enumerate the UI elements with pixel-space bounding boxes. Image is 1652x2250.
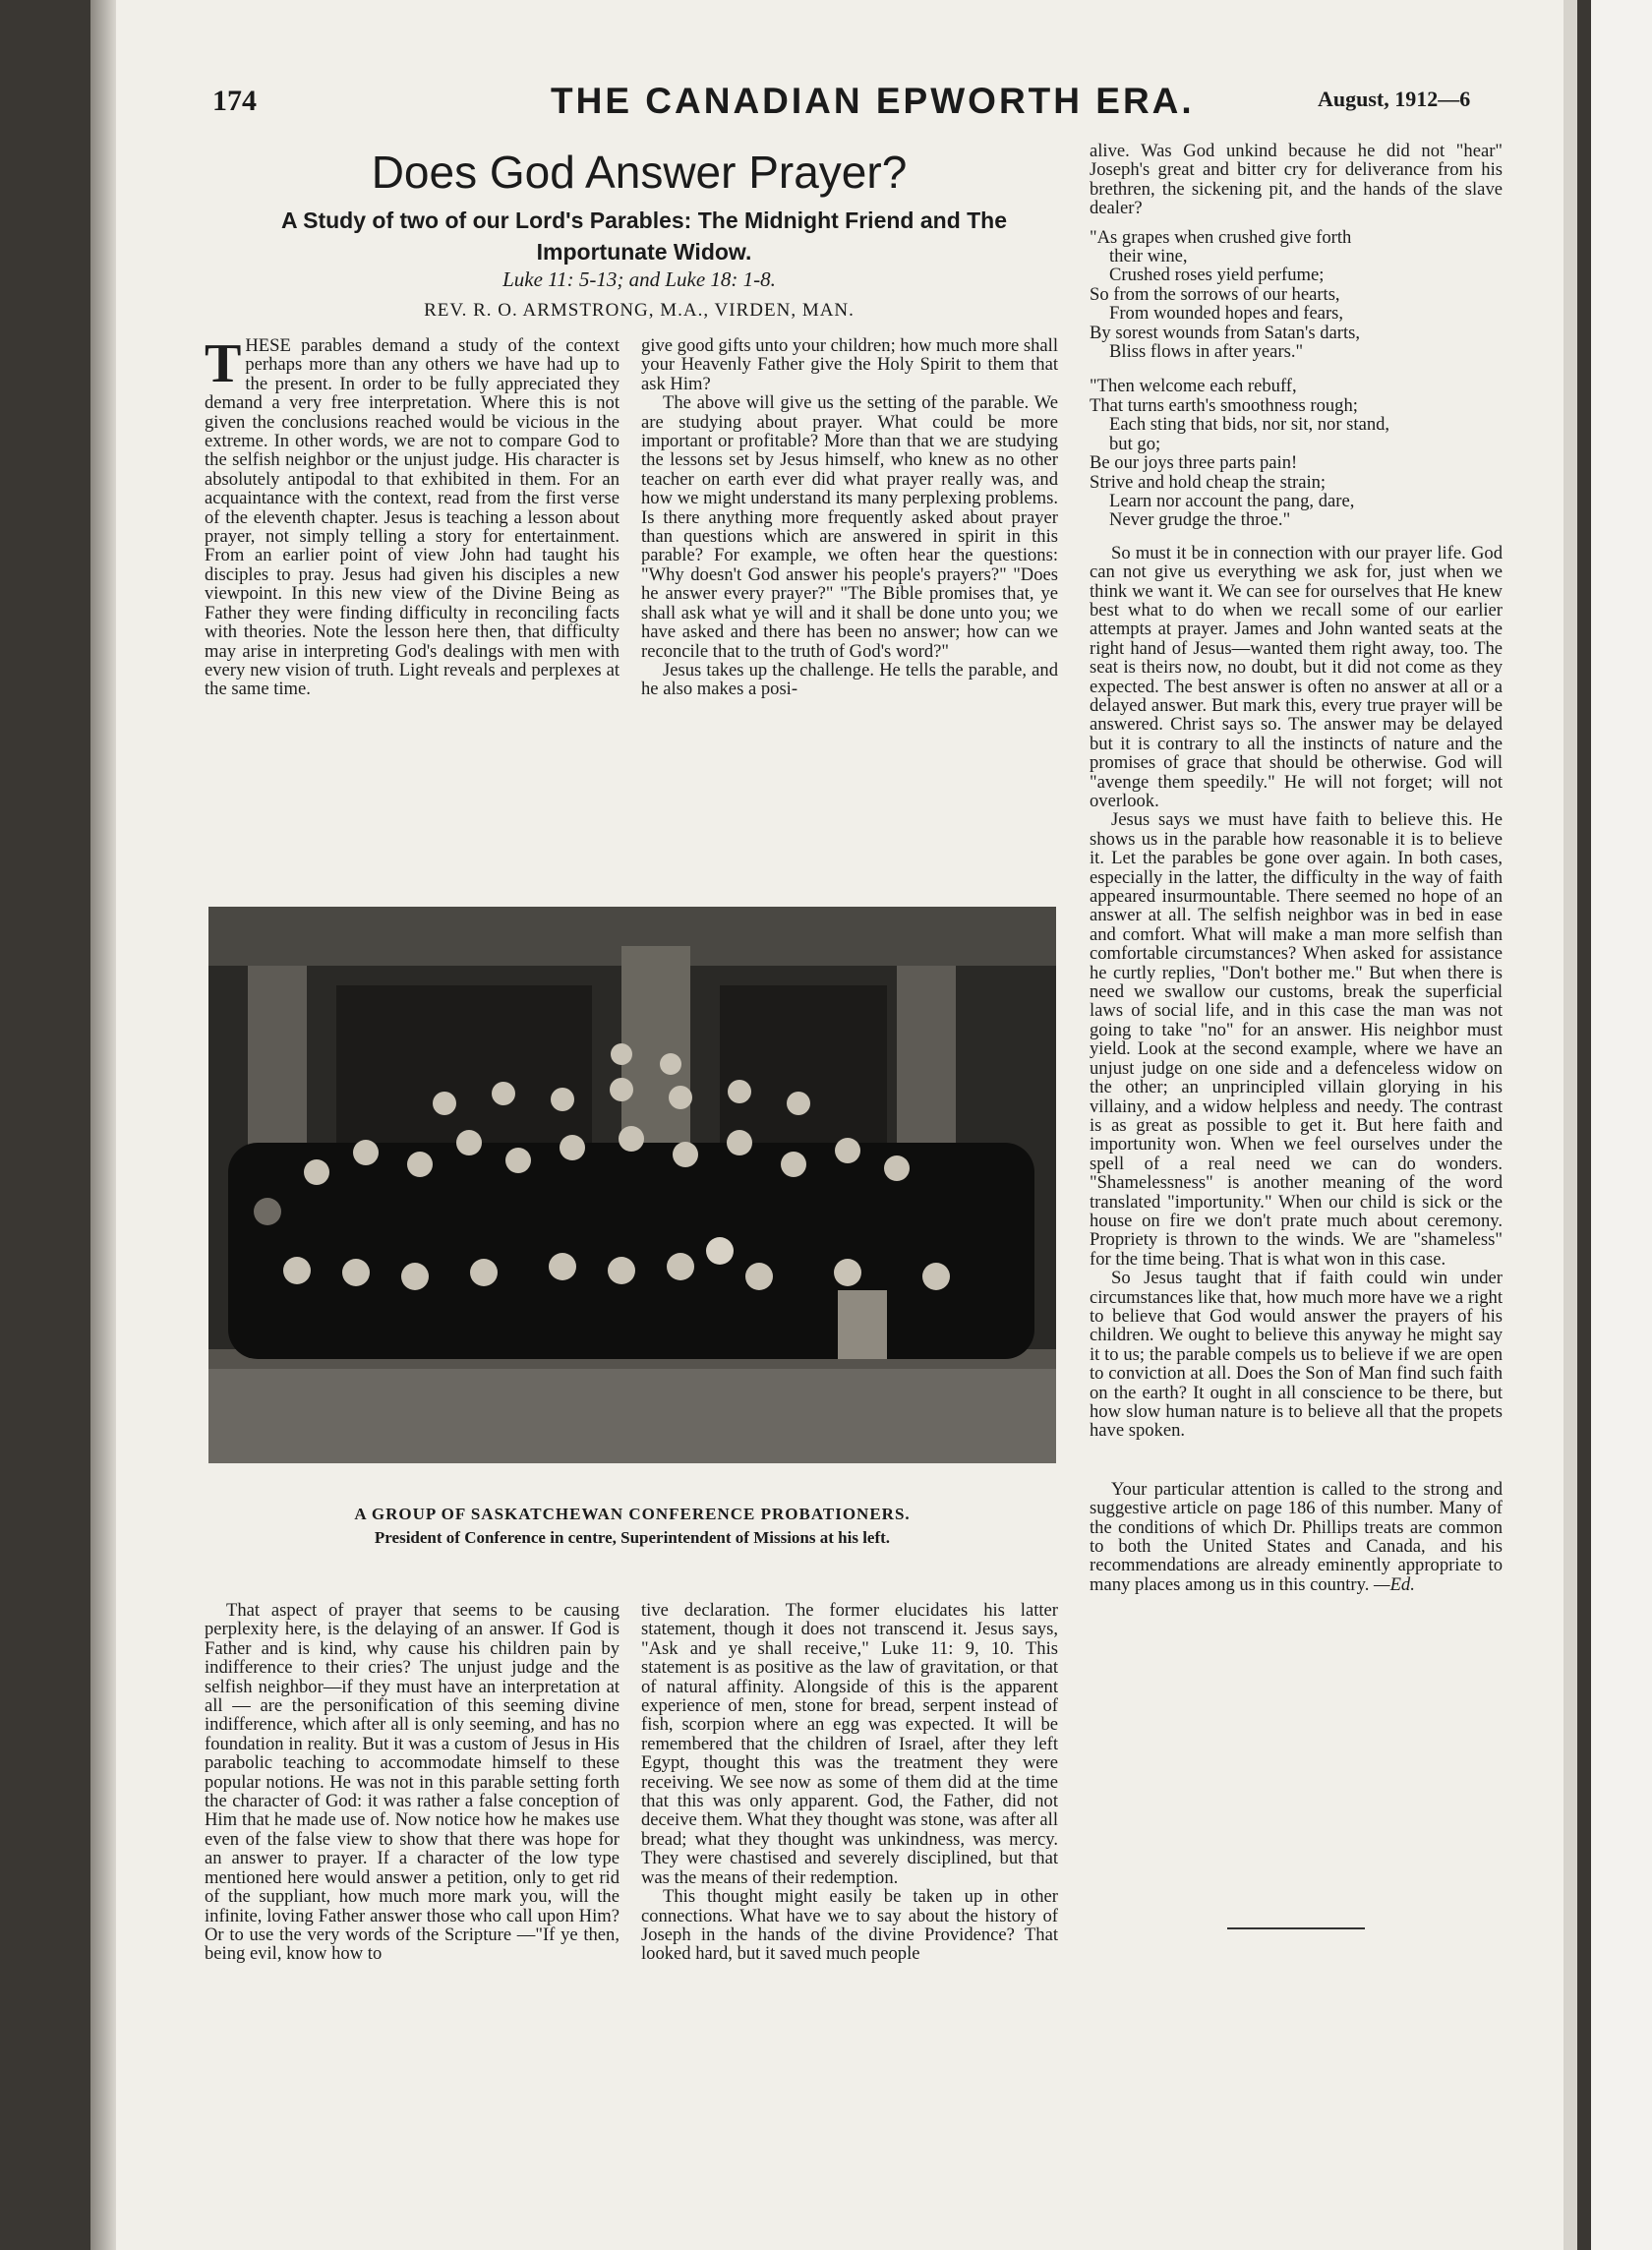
article-title: Does God Answer Prayer? xyxy=(371,147,908,198)
column-2-top xyxy=(641,336,1058,699)
paragraph: tive declaration. The former elucidates his latter statement, though it does not transcend it. Jesus says, "Ask and ye shall receive," Luke 11: 9, 10. This statement is as positive as the law of gravitation, or that of natural affinity. Alongside of this is the apparent experience of men, stone for bread, serpent instead of fish, scorpion where an egg was expected. It will be remembered that the children of Israel, after they left Egypt, thought this was the treatment they were receiving. We see now as some of them did at the time that this was only apparent. God, the Father, did not deceive them. What they thought was stone, was after all bread; what they thought was unkindness, was mercy. They were chastised and severely disciplined, but that was the means of their redemption. xyxy=(641,1600,1058,1888)
divider-rule xyxy=(1227,1927,1365,1929)
poem-line: From wounded hopes and fears, xyxy=(1109,303,1344,325)
poem-line: By sorest wounds from Satan's darts, xyxy=(1090,322,1361,343)
column-1-bottom xyxy=(205,1601,620,1964)
poem-stanza-2 xyxy=(1090,377,1503,529)
adjacent-page-edge xyxy=(1591,0,1652,2250)
page-gutter xyxy=(1564,0,1577,2250)
article-subtitle: A Study of two of our Lord's Parables: The Midnight Friend and The Importunate Widow. xyxy=(280,207,1008,265)
paragraph: So Jesus taught that if faith could win under circumstances like that, how much more have we a right to believe that God would answer the prayers of his children. We ought to believe this anyway he might say it to us; the parable compels us to believe if we are open to conviction at all. Does the Son of Man find such faith on the earth? It ought in all conscience to be there, but how slow human nature is to believe all that the propets have spoken. xyxy=(1090,1268,1503,1442)
paragraph: Jesus takes up the challenge. He tells the parable, and he also makes a posi- xyxy=(641,659,1058,700)
page-edge-shadow xyxy=(90,0,116,2250)
poem-line: "Then welcome each rebuff, xyxy=(1090,376,1297,397)
paragraph: The above will give us the setting of the parable. We are studying about prayer. What could be more important or profitable? More than that we are studying the lessons set by Jesus himself, who knew as no other teacher on earth ever did what prayer really was, and how we might understand its many perplexing problems. Is there anything more frequently asked about prayer than questions which are answered in spirit in this parable? For example, we often hear the questions: "Why doesn't God answer his people's prayers?" "Does he answer every prayer?" "The Bible promises that, ye shall ask what ye will and it shall be done unto you; we have asked and there has been no answer; how can we reconcile that to the truth of God's word?" xyxy=(641,392,1058,662)
photo-subcaption: President of Conference in centre, Superintendent of Missions at his left. xyxy=(374,1528,891,1547)
poem-line: their wine, xyxy=(1109,246,1188,267)
editor-note-text: Your particular attention is called to the strong and suggestive article on page 186 of this number. Many of the conditions of which Dr. Phillips treats are common to both the United States and Canada, and his recommendations are already eminently appropriate to many places among us in this country. xyxy=(1090,1478,1503,1595)
photo-caption: A GROUP OF SASKATCHEWAN CONFERENCE PROBATIONERS. xyxy=(354,1505,911,1523)
issue-date: August, 1912—6 xyxy=(1318,87,1471,111)
group-photograph xyxy=(208,907,1056,1463)
paragraph: HESE parables demand a study of the context perhaps more than any others we have had up to the present. In order to be fully appreciated they demand a very free interpretation. Where this is not given the conclusions reached would be vicious in the extreme. In other words, we are not to compare God to the selfish neighbor or the unjust judge. His character is absolutely antipodal to that exhibited in them. For an acquaintance with the context, read from the first verse of the eleventh chapter. Jesus is teaching a lesson about prayer, not simply telling a story for entertainment. From an earlier point of view John had taught his disciples to pray. Jesus had given his disciples a new viewpoint. In this new view of the Divine Being as Father they were finding difficulty in reconciling facts with theories. Note the lesson here then, that difficulty may arise in interpreting God's dealings with men with every new vision of truth. Light reveals and perplexes at the same time. xyxy=(205,335,620,700)
column-2-bottom xyxy=(641,1601,1058,1964)
paragraph: Jesus says we must have faith to believe this. He shows us in the parable how reasonable it is to believe it. Let the parables be gone over again. In both cases, especially in the latter, the difficulty in the way of faith appeared insurmountable. There seemed no hope of an answer at all. The selfish neighbor was in bed in ease and comfort. What will make a man more selfish than comfortable circumstances? When asked for assistance he curtly replies, "Don't bother me." But when there is need we swallow our customs, break the superficial laws of social life, and in this case the man was not going to take "no" for an answer. His neighbor must yield. Look at the second example, where we have an unjust judge on one side and a defenceless widow on the other; an unprincipled villain glorying in his villainy, and a widow helpless and needy. The contrast is as great as possible to get it. But here faith and importunity won. When we feel ourselves under the spell of a real need we can do wonders. "Shamelessness" is another meaning of the word translated "importunity." When our child is sick or the house on fire we don't prate much about ceremony. Propriety is thrown to the winds. We are "shameless" for the time being. That is what won in this case. xyxy=(1090,809,1503,1270)
drop-cap: T xyxy=(205,333,242,394)
editor-signature: —Ed. xyxy=(1374,1573,1415,1595)
poem-stanza-1 xyxy=(1090,228,1503,362)
poem-line: Each sting that bids, nor sit, nor stand, xyxy=(1109,414,1390,436)
poem-line: So from the sorrows of our hearts, xyxy=(1090,283,1340,305)
poem-line: Never grudge the throe." xyxy=(1109,509,1291,531)
column-1-top xyxy=(205,333,620,700)
paragraph: give good gifts unto your children; how much more shall your Heavenly Father give the Holy Spirit to them that ask Him? xyxy=(641,335,1058,394)
poem-line: Crushed roses yield perfume; xyxy=(1109,265,1325,286)
column-3 xyxy=(1090,142,1503,1594)
paragraph: alive. Was God unkind because he did not "hear" Joseph's great and bitter cry for deliverance from his brethren, the sickening pit, and the hands of the slave dealer? xyxy=(1090,141,1503,219)
poem-line: Be our joys three parts pain! xyxy=(1090,452,1298,474)
poem-line: Bliss flows in after years." xyxy=(1109,341,1304,363)
article-author: REV. R. O. ARMSTRONG, M.A., VIRDEN, MAN. xyxy=(424,300,855,321)
poem-line: but go; xyxy=(1109,433,1161,454)
poem-line: Strive and hold cheap the strain; xyxy=(1090,471,1327,493)
poem-line: That turns earth's smoothness rough; xyxy=(1090,394,1358,416)
poem-line: "As grapes when crushed give forth xyxy=(1090,226,1352,248)
editor-note xyxy=(1090,1480,1503,1594)
paragraph: This thought might easily be taken up in other connections. What have we to say about the history of Joseph in the hands of the divine Providence? That looked hard, but it saved much people xyxy=(641,1886,1058,1965)
group-photo-image xyxy=(208,907,1056,1463)
magazine-title: THE CANADIAN EPWORTH ERA. xyxy=(551,81,1195,121)
page-number: 174 xyxy=(212,85,257,117)
scripture-reference: Luke 11: 5-13; and Luke 18: 1-8. xyxy=(502,267,776,291)
paragraph: So must it be in connection with our prayer life. God can not give us everything we ask for, just when we think we want it. We can see for ourselves that He knew best what to do when we recall some of our earlier attempts at prayer. James and John wanted seats at the right hand of Jesus—wanted them right away, too. The seat is theirs now, no doubt, but it did not come as they expected. The best answer is often no answer at all or a delayed answer. But mark this, every true prayer will be answered. Christ says so. The answer may be delayed but it is contrary to all the instincts of nature and the promises of grace that should be otherwise. God will "avenge them speedily." He will not forget; will not overlook. xyxy=(1090,542,1503,811)
poem-line: Learn nor account the pang, dare, xyxy=(1109,490,1355,511)
paragraph: That aspect of prayer that seems to be causing perplexity here, is the delaying of an answer. If God is Father and is kind, why cause his children pain by indifference to their cries? The unjust judge and the selfish neighbor—if they must have an interpretation at all — are the personification of this seeming divine indifference, which after all is only seeming, and has no foundation in reality. But it was a custom of Jesus in His parabolic teaching to accommodate himself to these popular notions. He was not in this parable setting forth the character of God: it was rather a false conception of Him that he made use of. Now notice how he makes use even of the false view to show that there was hope for an answer to prayer. If a character of the low type mentioned here would answer a petition, only to get rid of the suppliant, how much more mark you, will the infinite, loving Father answer those who call upon Him? Or to use the very words of the Scripture —"If ye then, being evil, know how to xyxy=(205,1600,620,1965)
